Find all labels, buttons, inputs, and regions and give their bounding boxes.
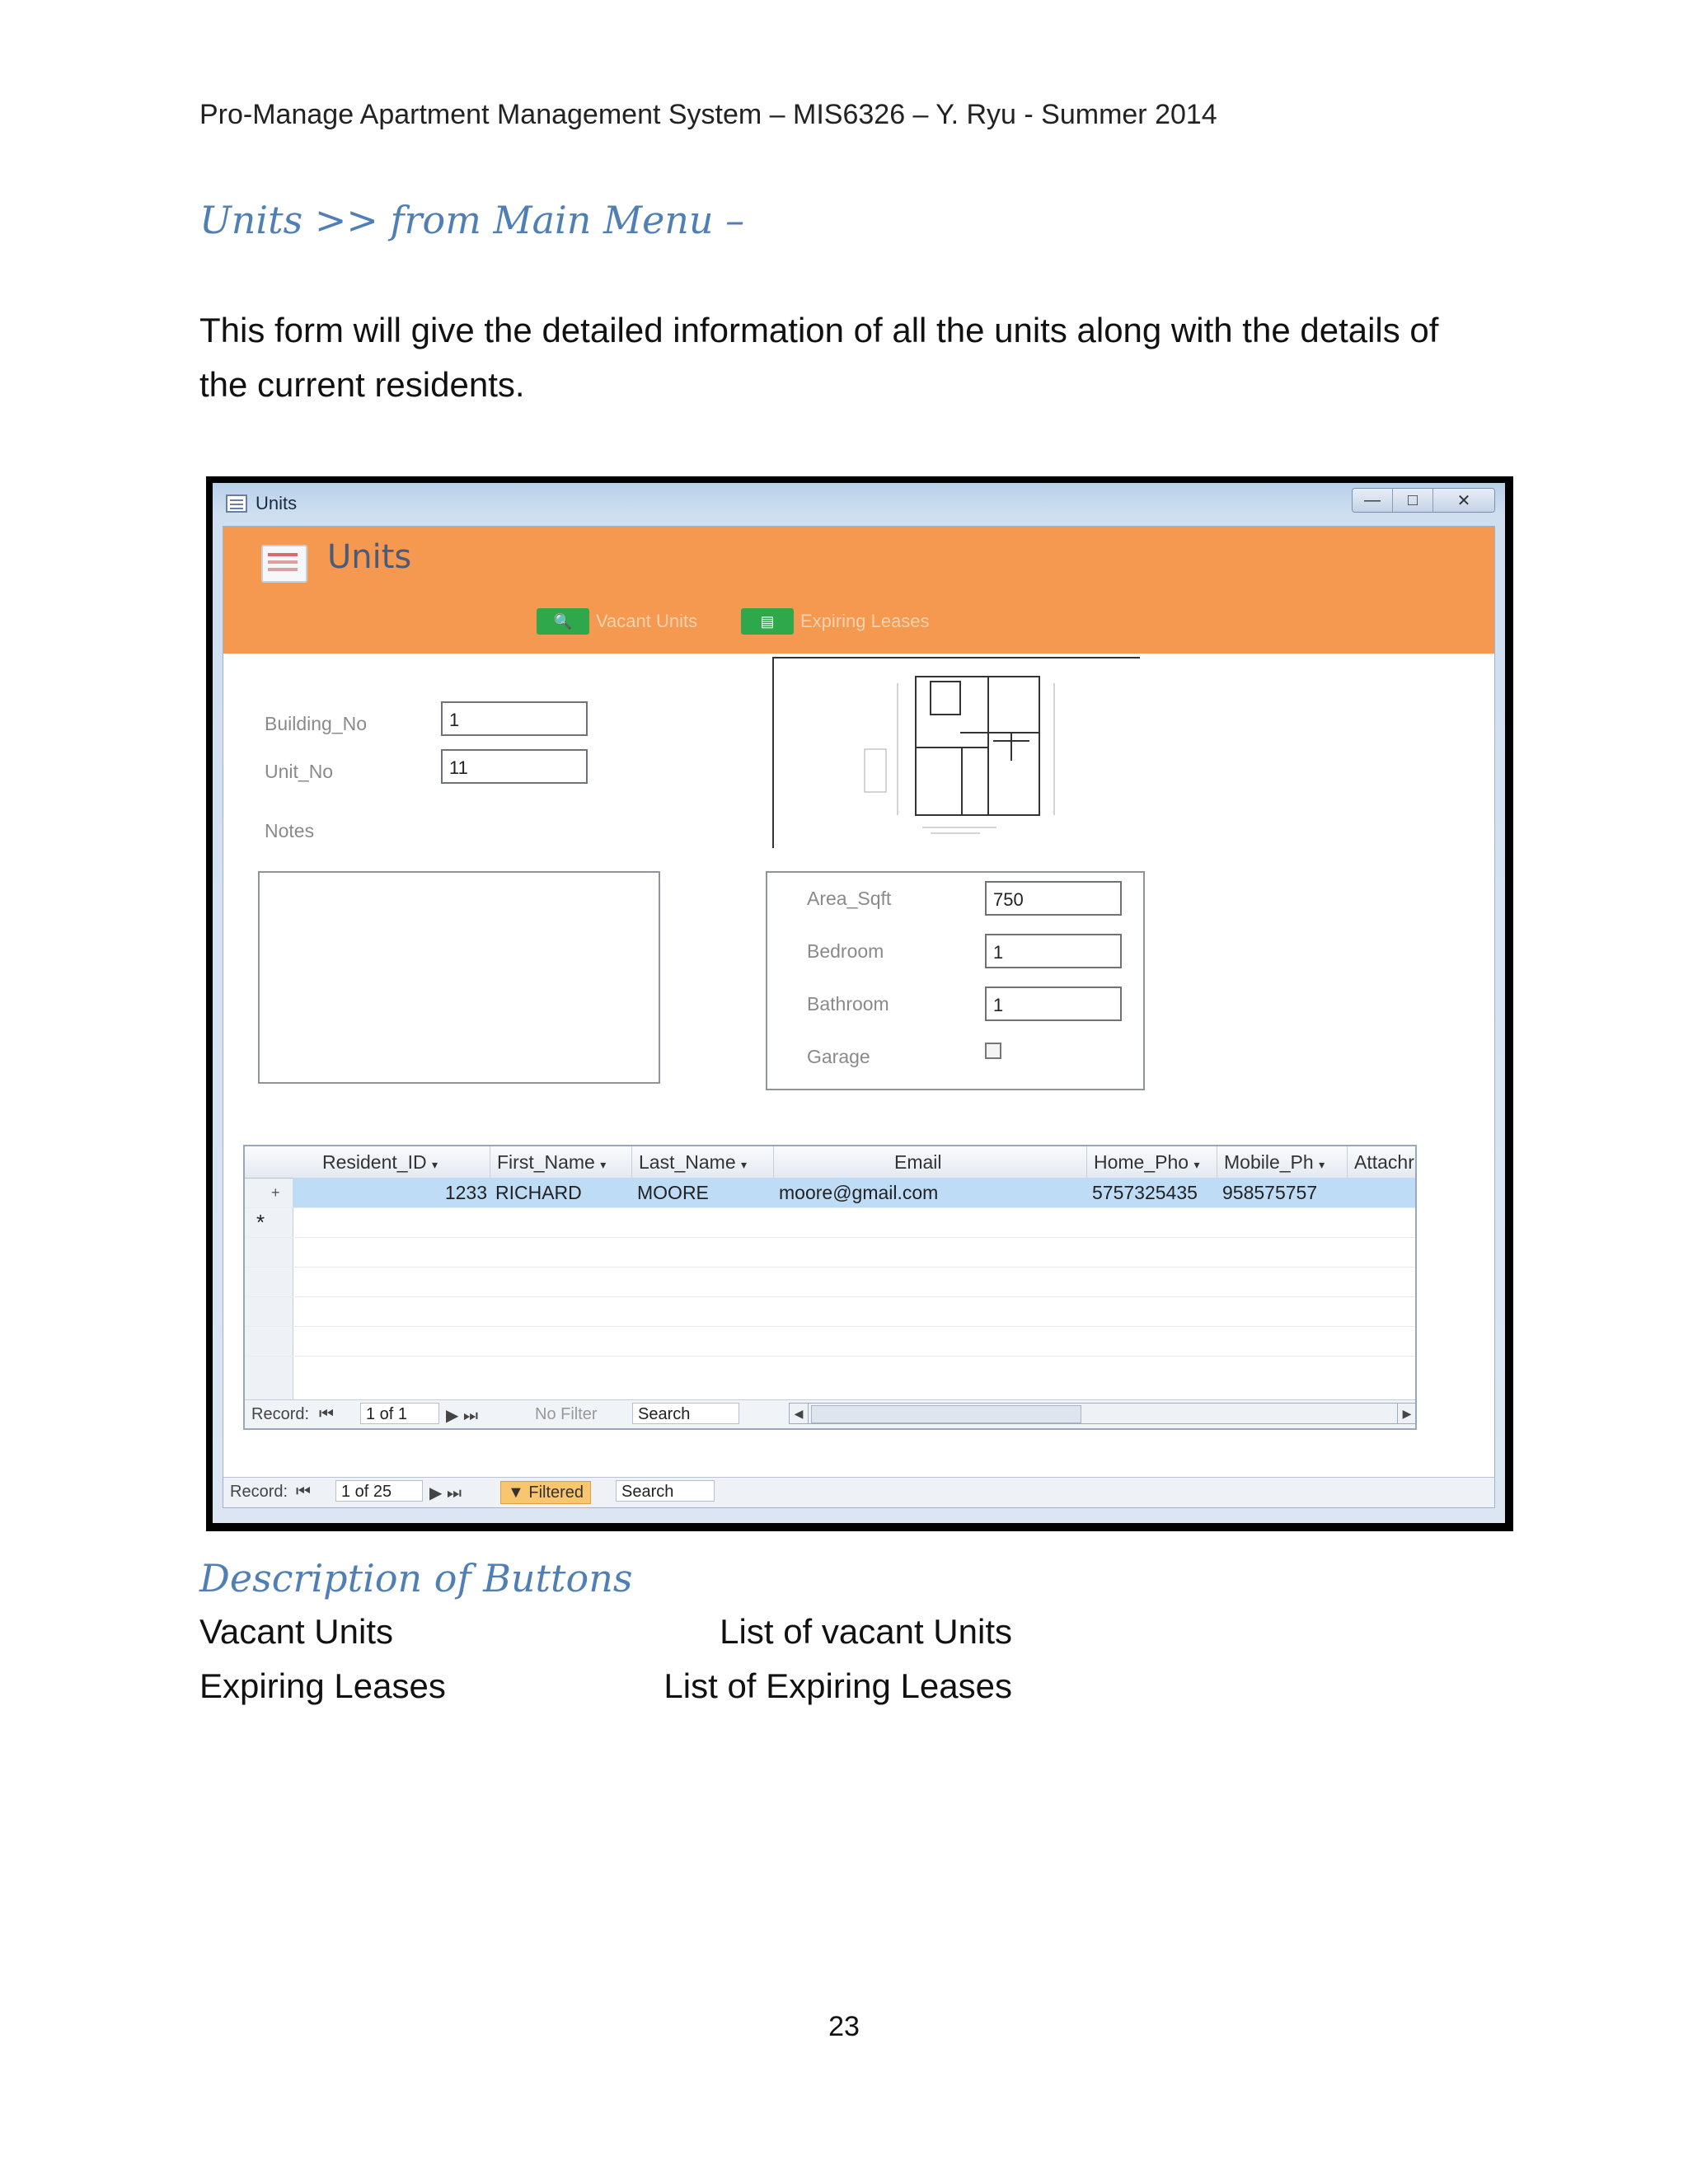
column-resident-id[interactable]: Resident_ID ▾: [293, 1146, 490, 1178]
cell-first-name[interactable]: RICHARD: [495, 1182, 582, 1203]
expiring-leases-label: Expiring Leases: [800, 611, 930, 631]
page-number: 23: [828, 2011, 860, 2042]
chevron-down-icon: ▾: [741, 1158, 748, 1171]
column-email[interactable]: Email: [774, 1146, 1087, 1178]
desc-button-expiring: Expiring Leases: [199, 1666, 446, 1705]
residents-datasheet: [243, 1145, 1417, 1430]
expiring-leases-button[interactable]: [741, 607, 930, 635]
vacant-units-label: Vacant Units: [596, 611, 698, 631]
filtered-button[interactable]: ▼ Filtered: [500, 1481, 591, 1504]
filter-icon: ▼: [508, 1483, 524, 1502]
column-first-name[interactable]: First_Name ▾: [490, 1146, 632, 1178]
record-position[interactable]: 1 of 25: [335, 1480, 423, 1502]
form-header-band: [223, 527, 1494, 654]
chevron-down-icon: ▾: [1193, 1158, 1200, 1171]
column-last-name[interactable]: Last_Name ▾: [632, 1146, 774, 1178]
next-record-button[interactable]: ▶ ⏭: [446, 1407, 478, 1425]
no-filter-button[interactable]: No Filter: [535, 1405, 598, 1423]
close-button[interactable]: ✕: [1433, 489, 1494, 512]
maximize-button[interactable]: □: [1393, 489, 1433, 512]
cell-mobile-phone[interactable]: 958575757: [1222, 1182, 1318, 1203]
column-attachment[interactable]: Attachr: [1348, 1146, 1417, 1178]
area-sqft-label: Area_Sqft: [807, 888, 892, 909]
chevron-down-icon: ▾: [431, 1158, 438, 1171]
chevron-down-icon: ▾: [600, 1158, 607, 1171]
bathroom-label: Bathroom: [807, 993, 889, 1015]
column-home-phone[interactable]: Home_Pho ▾: [1087, 1146, 1217, 1178]
building-no-label: Building_No: [265, 713, 368, 734]
floor-plan-image: [772, 657, 1140, 848]
units-form: [223, 526, 1495, 1508]
notes-label: Notes: [265, 820, 315, 841]
form-icon: [226, 494, 247, 513]
expand-icon[interactable]: +: [271, 1184, 280, 1201]
scroll-right-icon[interactable]: ▶: [1397, 1404, 1416, 1423]
bedroom-field[interactable]: 1: [985, 934, 1122, 968]
garage-checkbox[interactable]: [985, 1043, 1001, 1059]
description-title: Description of Buttons: [199, 1556, 633, 1601]
minimize-button[interactable]: —: [1353, 489, 1393, 512]
record-label: Record:: [230, 1483, 288, 1501]
notes-field[interactable]: [258, 871, 660, 1084]
area-sqft-field[interactable]: 750: [985, 881, 1122, 916]
document-header: Pro-Manage Apartment Management System – MIS6326 – Y. Ryu - Summer 2014: [199, 99, 1217, 130]
cell-last-name[interactable]: MOORE: [637, 1182, 709, 1203]
unit-no-label: Unit_No: [265, 761, 334, 782]
column-mobile-phone[interactable]: Mobile_Ph ▾: [1217, 1146, 1348, 1178]
horizontal-scrollbar[interactable]: [789, 1403, 1417, 1424]
record-label: Record:: [251, 1405, 310, 1423]
units-window: [206, 476, 1513, 1531]
next-record-button[interactable]: ▶ ⏭: [429, 1484, 462, 1502]
desc-text-vacant: List of vacant Units: [720, 1612, 1012, 1651]
window-controls: [1352, 488, 1495, 513]
form-title: Units: [327, 538, 412, 576]
cell-email[interactable]: moore@gmail.com: [779, 1182, 939, 1203]
unit-no-field[interactable]: 11: [441, 749, 588, 784]
window-titlebar: [213, 483, 1505, 519]
first-record-button[interactable]: ⏮: [296, 1483, 311, 1501]
form-record-navigator: [223, 1477, 1494, 1507]
datasheet-header: [245, 1146, 1415, 1179]
window-title: Units: [256, 493, 298, 513]
row-divider: [245, 1356, 1415, 1357]
row-divider: [245, 1326, 1415, 1327]
bathroom-field[interactable]: 1: [985, 987, 1122, 1021]
desc-text-expiring: List of Expiring Leases: [663, 1666, 1012, 1705]
scroll-left-icon[interactable]: ◀: [790, 1404, 809, 1423]
row-divider: [245, 1267, 1415, 1268]
vacant-units-button[interactable]: [537, 607, 697, 635]
section-title: Units >> from Main Menu –: [199, 198, 745, 242]
building-no-field[interactable]: 1: [441, 701, 588, 736]
desc-button-vacant: Vacant Units: [199, 1612, 393, 1651]
cell-home-phone[interactable]: 5757325435: [1092, 1182, 1198, 1203]
unit-properties-panel: [766, 871, 1145, 1090]
bedroom-label: Bedroom: [807, 940, 884, 962]
record-position[interactable]: 1 of 1: [360, 1403, 439, 1424]
intro-paragraph: This form will give the detailed information of all the units along with the details of the current residents.: [199, 311, 1439, 404]
form-header-icon: [261, 545, 307, 583]
chevron-down-icon: ▾: [1319, 1158, 1325, 1171]
search-field[interactable]: Search: [632, 1403, 739, 1424]
first-record-button[interactable]: ⏮: [319, 1405, 334, 1423]
new-record-marker: *: [256, 1210, 265, 1235]
report-icon: ▤: [741, 608, 794, 635]
row-divider: [245, 1237, 1415, 1238]
cell-resident-id[interactable]: 1233: [444, 1182, 487, 1203]
search-field[interactable]: Search: [616, 1480, 715, 1502]
scroll-thumb[interactable]: [811, 1405, 1081, 1423]
row-divider: [245, 1296, 1415, 1297]
garage-label: Garage: [807, 1046, 870, 1067]
subform-record-navigator: [245, 1399, 1415, 1428]
row-divider: [245, 1207, 1415, 1208]
search-icon: 🔍: [537, 608, 589, 635]
